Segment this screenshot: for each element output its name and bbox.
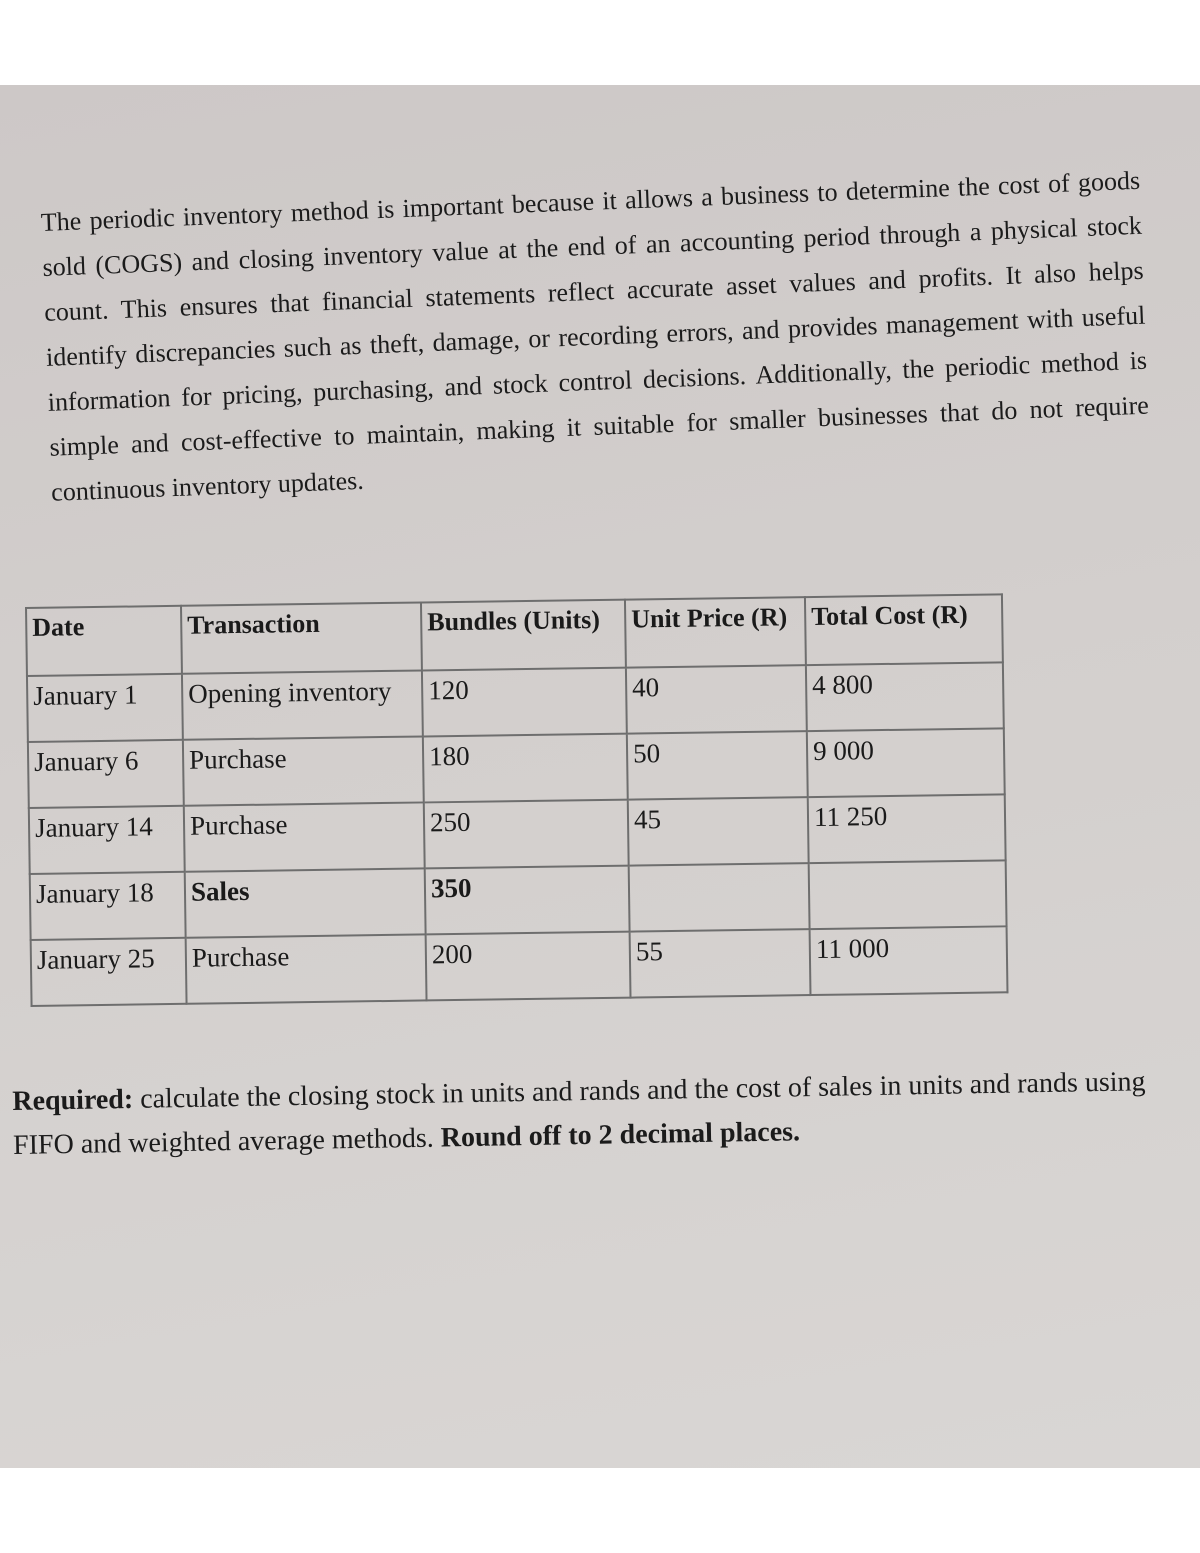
cell-transaction: Purchase [186,934,427,1003]
cell-date: January 6 [28,740,184,808]
cell-unit-price: 55 [630,929,811,998]
required-label: Required: [12,1083,134,1117]
required-emphasis: Round off to 2 decimal places. [440,1116,801,1154]
header-total-cost: Total Cost (R) [805,594,1003,665]
header-date: Date [26,606,182,676]
cell-units: 350 [425,866,630,935]
table-row [31,926,1008,1006]
cell-total-cost: 11 000 [810,926,1008,995]
cell-transaction: Sales [185,868,426,937]
required-text: calculate the closing stock in units and rands and the cost of sales in units and rands using FIFO and weighted average methods. [12,1066,1146,1161]
cell-date: January 14 [29,806,185,874]
cell-units: 200 [426,932,631,1001]
cell-transaction: Purchase [183,736,424,805]
cell-transaction: Purchase [184,802,425,871]
cell-units: 250 [424,800,629,869]
intro-paragraph: The periodic inventory method is important because it allows a business to determine the cost of goods sold (COGS) and closing inventory value at the end of an accounting period through a physical stock count. This ensures that financial statements reflect accurate asset values and profits. It also helps identify discrepancies such as theft, damage, or recording errors, and provides management with useful information for pricing, purchasing, and stock control decisions. Additionally, the periodic method is simple and cost-effective to maintain, making it suitable for smaller businesses that do not require continuous inventory updates. [40,165,1150,507]
document-photo [0,85,1200,1468]
cell-unit-price: 40 [626,665,807,734]
cell-date: January 18 [30,872,186,940]
cell-units: 180 [423,734,628,803]
header-transaction: Transaction [181,602,422,673]
cell-units: 120 [422,668,627,737]
cell-total-cost: 9 000 [807,728,1005,797]
cell-date: January 25 [31,938,187,1006]
cell-date: January 1 [27,674,183,742]
cell-total-cost: 4 800 [806,662,1004,731]
cell-total-cost [809,860,1007,929]
inventory-table [25,593,1008,1007]
cell-transaction: Opening inventory [182,670,423,739]
cell-total-cost: 11 250 [808,794,1006,863]
cell-unit-price: 50 [627,731,808,800]
required-instruction [12,1059,1200,1168]
cell-unit-price: 45 [628,797,809,866]
header-unit-price: Unit Price (R) [625,597,806,668]
cell-unit-price [629,863,810,932]
header-units: Bundles (Units) [421,600,626,671]
